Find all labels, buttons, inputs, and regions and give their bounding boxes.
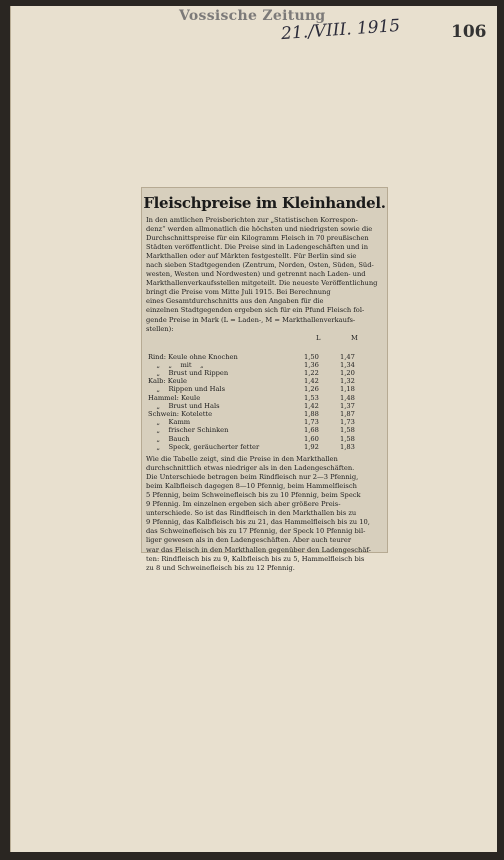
newspaper-clipping	[141, 187, 388, 572]
price-laden: 1,36	[304, 360, 319, 369]
article-closing-line: das Schweinefleisch bis zu 17 Pfennig, der Speck 10 Pfennig bil-	[146, 527, 366, 536]
article-intro-line: Durchschnittspreise für ein Kilogramm Fleisch in 70 preußischen	[146, 234, 369, 243]
price-markthalle: 1,37	[340, 401, 355, 410]
article-intro-line: westen, Westen und Nordwesten) und getrennt nach Laden- und	[146, 270, 366, 279]
price-laden: 1,22	[304, 369, 319, 378]
newspaper-stamp: Vossische Zeitung	[179, 8, 326, 24]
article-closing-line: 5 Pfennig, beim Schweinefleisch bis zu 10 Pfennig, beim Speck	[146, 491, 361, 500]
article-closing-line: 9 Pfennig. Im einzelnen ergeben sich aber größere Preis-	[146, 500, 341, 509]
price-row	[148, 443, 370, 451]
price-label: „ Bauch	[148, 434, 190, 443]
article-closing-line: durchschnittlich etwas niedriger als in den Ladengeschäften.	[146, 464, 355, 473]
article-closing-line: Die Unterschiede betragen beim Rindfleisch nur 2—3 Pfennig,	[146, 473, 359, 482]
article-intro-line: nach sieben Stadtgegenden (Zentrum, Norden, Osten, Süden, Süd-	[146, 261, 374, 270]
article-closing-line: unterschiede. So ist das Rindfleisch in den Markthallen bis zu	[146, 509, 357, 518]
price-row	[148, 418, 370, 426]
article-closing-line: ten: Rindfleisch bis zu 9, Kalbfleisch bis zu 5, Hammelfleisch bis	[146, 554, 365, 563]
price-label: Hammel: Keule	[148, 393, 201, 402]
price-laden: 1,50	[304, 352, 319, 361]
article-intro-line: gende Preise in Mark (L = Laden-, M = Markthallenverkaufs-	[146, 315, 356, 324]
price-laden: 1,42	[304, 401, 319, 410]
price-laden: 1,42	[304, 377, 319, 386]
article-intro-line: eines Gesamtdurchschnitts aus den Angaben für die	[146, 297, 324, 306]
article-intro-line: bringt die Preise vom Mitte Juli 1915. Bei Berechnung	[146, 288, 331, 297]
price-label: Schwein: Kotelette	[148, 410, 213, 419]
price-label: Kalb: Keule	[148, 377, 187, 386]
article-intro	[146, 216, 383, 334]
article-closing-line: Wie die Tabelle zeigt, sind die Preise in den Markthallen	[146, 455, 338, 464]
price-row	[148, 410, 370, 418]
price-label: „ Speck, geräucherter fetter	[148, 442, 260, 451]
article-intro-line: Städten veröffentlicht. Die Preise sind in Ladengeschäften und in	[146, 243, 368, 252]
article-intro-line: denz“ werden allmonatlich die höchsten und niedrigsten sowie die	[146, 225, 373, 234]
price-markthalle: 1,18	[340, 385, 355, 394]
price-label: „ Kamm	[148, 418, 191, 427]
article-closing-line: beim Kalbfleisch dagegen 8—10 Pfennig, beim Hammelfleisch	[146, 482, 357, 491]
article-closing-line: 9 Pfennig, das Kalbfleisch bis zu 21, das Hammelfleisch bis zu 10,	[146, 518, 370, 527]
price-label: „ frischer Schinken	[148, 426, 229, 435]
price-markthalle: 1,20	[340, 369, 355, 378]
price-row	[148, 426, 370, 434]
price-markthalle: 1,73	[340, 418, 355, 427]
article-closing	[146, 455, 383, 573]
price-laden: 1,73	[304, 418, 319, 427]
price-row	[148, 369, 370, 377]
article-intro-line: Markthallenverkaufsstellen mitgeteilt. Die neueste Veröffentlichung	[146, 279, 378, 288]
table-header	[142, 334, 387, 343]
price-markthalle: 1,48	[340, 393, 355, 402]
price-row	[148, 394, 370, 402]
price-laden: 1,26	[304, 385, 319, 394]
column-header-m: M	[351, 333, 358, 342]
article-intro-line: Markthallen oder auf Märkten festgestellt. Für Berlin sind sie	[146, 252, 357, 261]
handwritten-date: 21./VIII. 1915	[280, 15, 401, 45]
price-markthalle: 1,83	[340, 442, 355, 451]
price-label: „ Brust und Hals	[148, 401, 220, 410]
price-markthalle: 1,87	[340, 410, 355, 419]
price-laden: 1,68	[304, 426, 319, 435]
price-laden: 1,92	[304, 442, 319, 451]
price-table	[148, 353, 370, 451]
price-laden: 1,88	[304, 410, 319, 419]
price-markthalle: 1,47	[340, 352, 355, 361]
article-closing-line: zu 8 und Schweinefleisch bis zu 12 Pfennig.	[146, 563, 295, 572]
price-row	[148, 377, 370, 385]
price-markthalle: 1,32	[340, 377, 355, 386]
price-laden: 1,53	[304, 393, 319, 402]
article-title: Fleischpreise im Kleinhandel.	[143, 194, 386, 212]
article-closing-line: war das Fleisch in den Markthallen gegenüber den Ladengeschäf-	[146, 545, 371, 554]
article-intro-line: einzelnen Stadtgegenden ergeben sich für ein Pfund Fleisch fol-	[146, 306, 365, 315]
column-header-l: L	[316, 333, 321, 342]
price-row	[148, 353, 370, 361]
article-intro-line: In den amtlichen Preisberichten zur „Statistischen Korrespon-	[146, 216, 358, 224]
price-label: „ Rippen und Hals	[148, 385, 226, 394]
archive-sheet	[10, 6, 497, 852]
price-label: „ „ mit „	[148, 360, 204, 369]
price-label: Rind: Keule ohne Knochen	[148, 352, 238, 361]
price-row	[148, 435, 370, 443]
price-row	[148, 385, 370, 393]
price-laden: 1,60	[304, 434, 319, 443]
price-label: „ Brust und Rippen	[148, 369, 229, 378]
price-markthalle: 1,58	[340, 434, 355, 443]
article-intro-line: stellen):	[146, 324, 174, 333]
price-markthalle: 1,34	[340, 360, 355, 369]
price-row	[148, 361, 370, 369]
price-row	[148, 402, 370, 410]
article-closing-line: liger gewesen als in den Ladengeschäften. Aber auch teurer	[146, 536, 352, 545]
price-markthalle: 1,58	[340, 426, 355, 435]
page-number: 106	[451, 22, 487, 42]
